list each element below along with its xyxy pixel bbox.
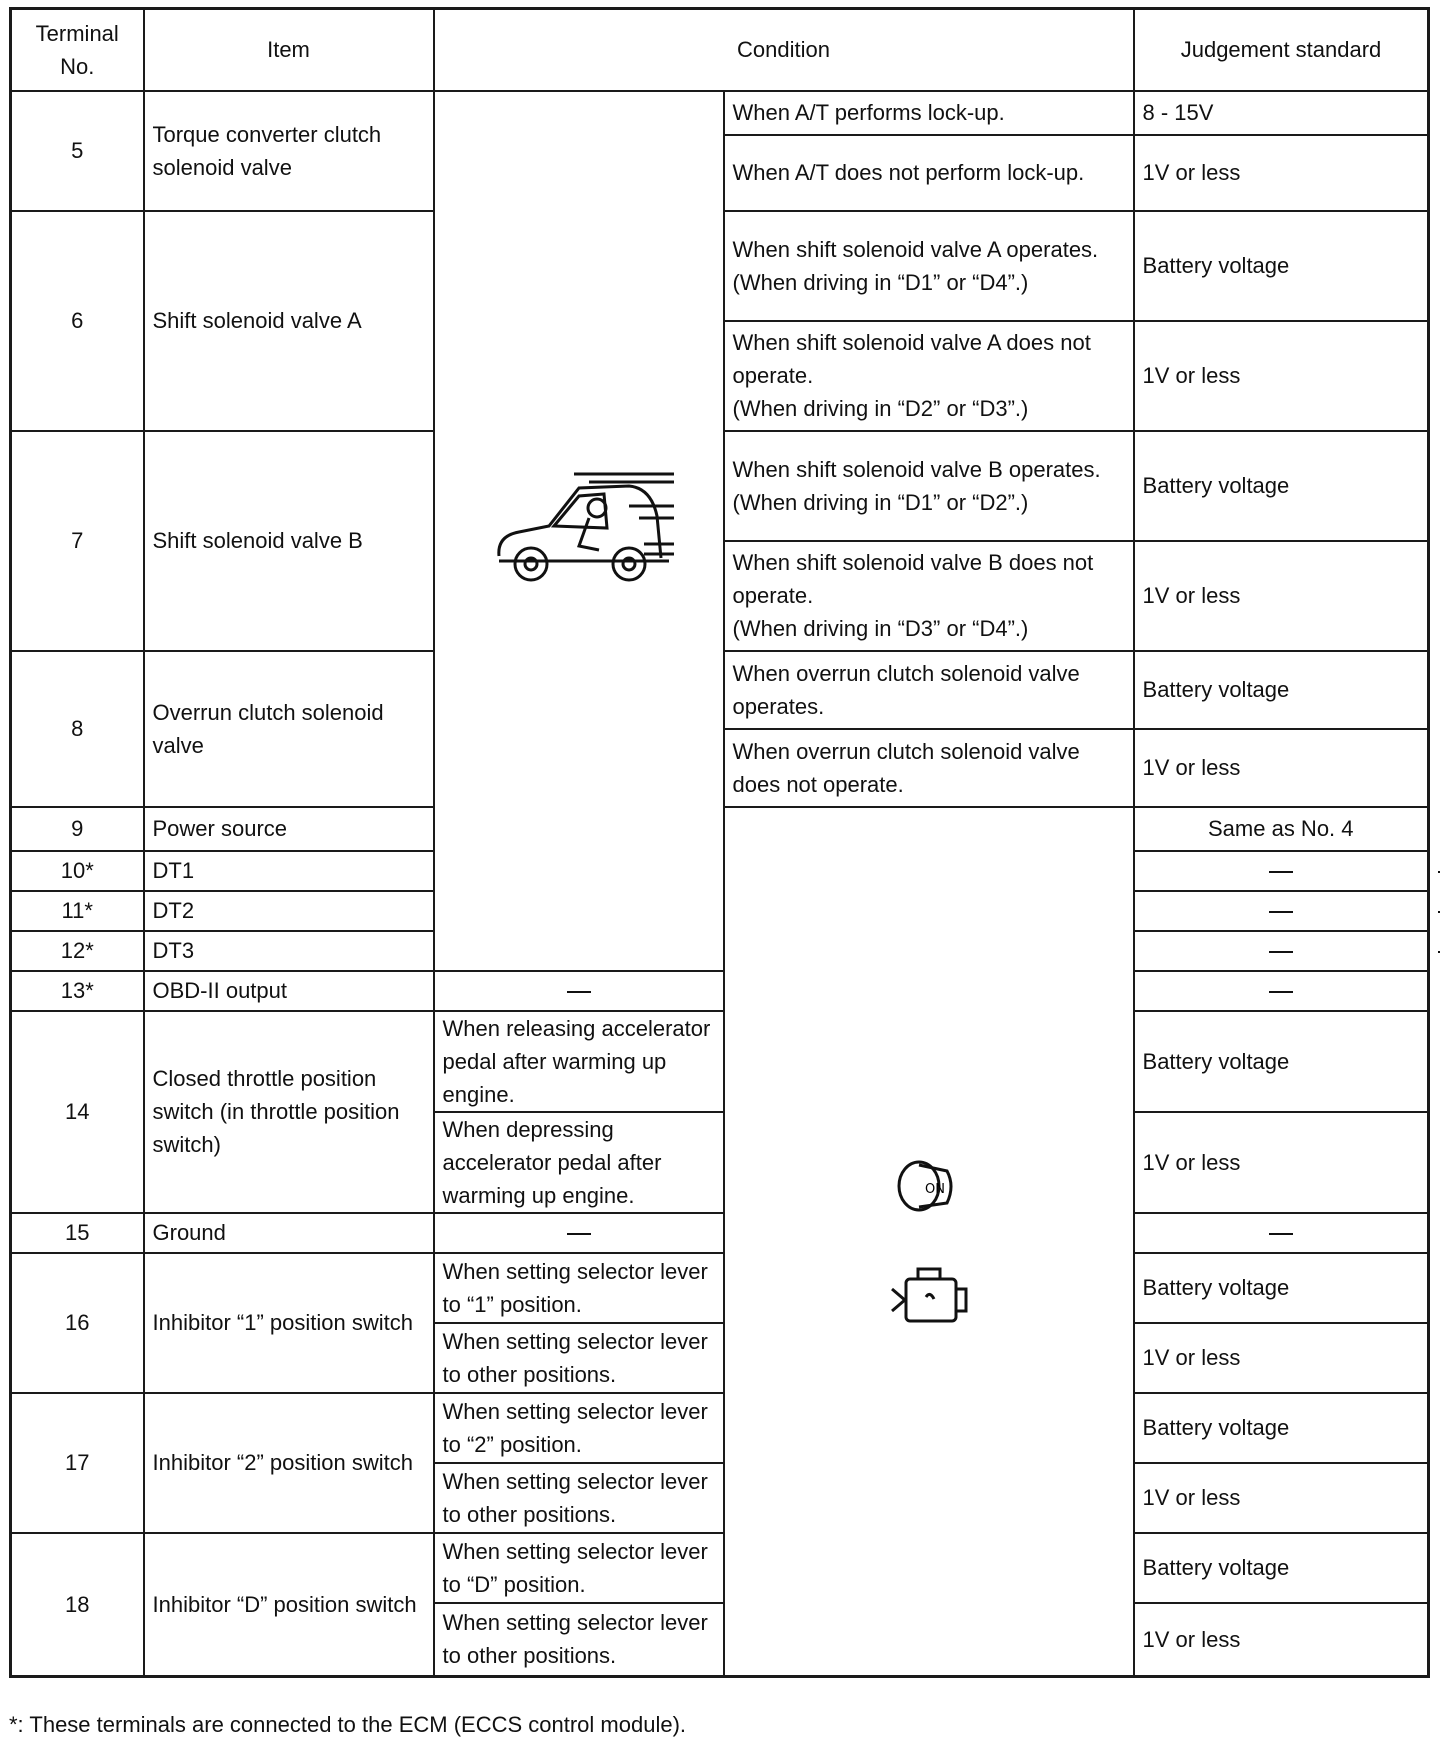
dash-mark [1269, 951, 1293, 953]
condition-cell: When setting selector lever to “1” position. [434, 1253, 724, 1323]
judgement-cell: 1V or less [1134, 321, 1429, 431]
judgement-cell: 1V or less [1134, 541, 1429, 651]
item-name: DT2 [144, 891, 434, 931]
item-name: Inhibitor “2” position switch [144, 1393, 434, 1533]
condition-cell [434, 971, 724, 1011]
item-name: DT3 [144, 931, 434, 971]
table-row [11, 1213, 1429, 1253]
condition-cell [1134, 851, 1429, 891]
header-condition: Condition [434, 9, 1134, 91]
judgement-cell: Battery voltage [1134, 431, 1429, 541]
judgement-cell: 1V or less [1134, 135, 1429, 211]
condition-cell: When setting selector lever to other positions. [434, 1603, 724, 1677]
item-name: Closed throttle position switch (in throttle position switch) [144, 1011, 434, 1213]
driving-car-icon [479, 466, 679, 596]
table-row [11, 1011, 1429, 1112]
item-name: Shift solenoid valve A [144, 211, 434, 431]
item-name: Shift solenoid valve B [144, 431, 434, 651]
condition-cell: When A/T performs lock-up. [724, 91, 1134, 135]
judgement-cell: Battery voltage [1134, 1011, 1429, 1112]
condition-cell: When depressing accelerator pedal after warming up engine. [434, 1112, 724, 1213]
judgement-cell: Battery voltage [1134, 1253, 1429, 1323]
terminal-no: 15 [11, 1213, 144, 1253]
judgement-cell: 8 - 15V [1134, 91, 1429, 135]
terminal-no: 13* [11, 971, 144, 1011]
terminal-no: 6 [11, 211, 144, 431]
condition-note: (When driving in “D2” or “D3”.) [732, 396, 1029, 421]
judgement-cell: Battery voltage [1134, 1533, 1429, 1603]
condition-cell [724, 541, 1134, 651]
judgement-cell: 1V or less [1134, 1463, 1429, 1533]
judgement-cell [1134, 971, 1429, 1011]
table-row [11, 1533, 1429, 1603]
footnote: *: These terminals are connected to the ECM (ECCS control module). [9, 1712, 687, 1737]
condition-note: (When driving in “D1” or “D4”.) [732, 269, 1029, 295]
table-row [11, 91, 1429, 135]
terminal-no: 5 [11, 91, 144, 211]
judgement-cell: Battery voltage [1134, 651, 1429, 729]
header-row [11, 9, 1429, 91]
condition-text: When shift solenoid valve A operates. [732, 236, 1099, 262]
terminal-no: 8 [11, 651, 144, 807]
condition-cell: When overrun clutch solenoid valve does not operate. [724, 729, 1134, 807]
terminal-no: 17 [11, 1393, 144, 1533]
terminal-no: 7 [11, 431, 144, 651]
condition-cell [1134, 931, 1429, 971]
header-terminal: Terminal No. [11, 9, 144, 91]
dash-mark [1269, 911, 1293, 913]
terminal-spec-table [9, 7, 1430, 1678]
judgement-cell: 1V or less [1134, 1323, 1429, 1393]
dash-mark [1269, 871, 1293, 873]
condition-cell: When releasing accelerator pedal after warming up engine. [434, 1011, 724, 1112]
terminal-no: 10* [11, 851, 144, 891]
condition-text: When shift solenoid valve A does not operate. [732, 330, 1091, 388]
condition-cell: When setting selector lever to other positions. [434, 1323, 724, 1393]
ignition-engine-illustration [724, 807, 1134, 1677]
terminal-no: 18 [11, 1533, 144, 1677]
terminal-no: 12* [11, 931, 144, 971]
judgement-cell [1134, 1213, 1429, 1253]
item-name: Overrun clutch solenoid valve [144, 651, 434, 807]
condition-cell [724, 211, 1134, 321]
judgement-cell: 1V or less [1134, 1603, 1429, 1677]
dash-mark [567, 1233, 591, 1235]
condition-note: (When driving in “D1” or “D2”.) [732, 489, 1029, 515]
condition-cell: Same as No. 4 [1134, 807, 1429, 851]
terminal-no: 16 [11, 1253, 144, 1393]
condition-cell [724, 431, 1134, 541]
table-row [11, 1253, 1429, 1323]
condition-note: (When driving in “D3” or “D4”.) [732, 616, 1029, 641]
judgement-cell: 1V or less [1134, 1112, 1429, 1213]
condition-cell: When overrun clutch solenoid valve operates. [724, 651, 1134, 729]
item-name: Power source [144, 807, 434, 851]
judgement-cell: Battery voltage [1134, 1393, 1429, 1463]
dash-mark [1269, 1233, 1293, 1235]
table-row [11, 1393, 1429, 1463]
item-name: DT1 [144, 851, 434, 891]
terminal-no: 14 [11, 1011, 144, 1213]
condition-cell [1134, 891, 1429, 931]
judgement-cell: 1V or less [1134, 729, 1429, 807]
condition-cell: When A/T does not perform lock-up. [724, 135, 1134, 211]
item-name: Ground [144, 1213, 434, 1253]
header-judgement: Judgement standard [1134, 9, 1429, 91]
item-name: Inhibitor “D” position switch [144, 1533, 434, 1677]
condition-cell: When setting selector lever to “2” position. [434, 1393, 724, 1463]
condition-text: When shift solenoid valve B operates. [732, 456, 1101, 482]
driving-illustration [434, 91, 724, 971]
condition-cell: When setting selector lever to other positions. [434, 1463, 724, 1533]
item-name: Inhibitor “1” position switch [144, 1253, 434, 1393]
condition-text: When shift solenoid valve B does not operate. [732, 550, 1094, 608]
table-row [11, 971, 1429, 1011]
condition-cell [434, 1213, 724, 1253]
engine-icon [884, 1261, 974, 1331]
terminal-no: 11* [11, 891, 144, 931]
condition-cell: When setting selector lever to “D” position. [434, 1533, 724, 1603]
item-name: Torque converter clutch solenoid valve [144, 91, 434, 211]
key-on-label: ON [924, 1182, 945, 1198]
header-item: Item [144, 9, 434, 91]
ignition-key-on-icon [889, 1151, 969, 1221]
dash-mark [1269, 991, 1293, 993]
terminal-no: 9 [11, 807, 144, 851]
condition-cell [724, 321, 1134, 431]
dash-mark [567, 991, 591, 993]
judgement-cell: Battery voltage [1134, 211, 1429, 321]
item-name: OBD-II output [144, 971, 434, 1011]
